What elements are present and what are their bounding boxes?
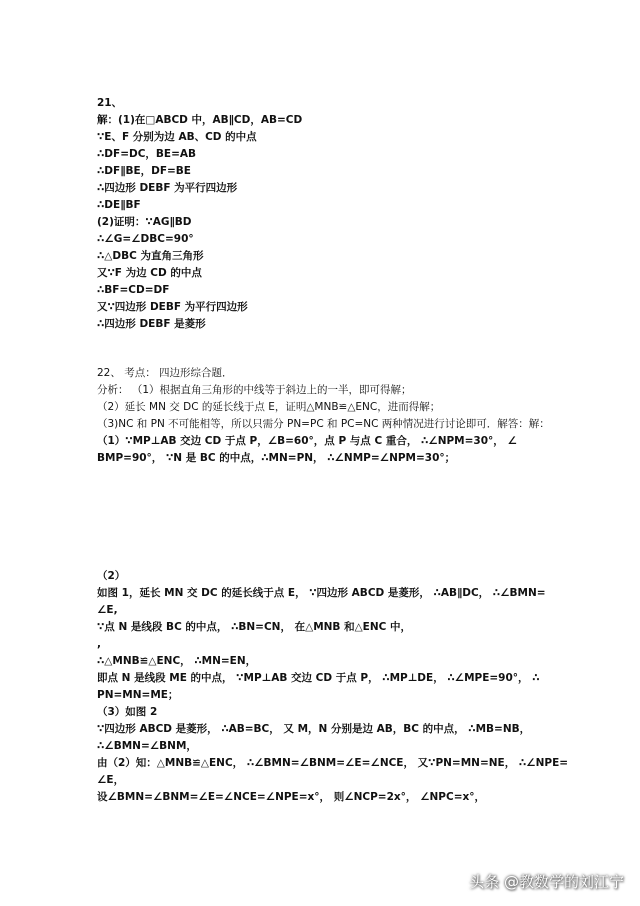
q22-part2-line-13: ∠E， (97, 774, 125, 786)
q22-part2-line-5: , (97, 638, 101, 650)
q21-line-10: 又∵F 为边 CD 的中点 (97, 267, 202, 279)
q22-part2-line-1: （2） (97, 570, 126, 582)
q22-part2-line-11: ∴∠BMN=∠BNM， (97, 740, 197, 752)
q22-part2-line-8: PN=MN=ME； (97, 689, 179, 701)
q21-line-9: ∴△DBC 为直角三角形 (97, 250, 204, 262)
q21-line-13: ∴四边形 DEBF 是菱形 (97, 318, 206, 330)
q22-analysis-3: （3)NC 和 PN 不可能相等，所以只需分 PN=PC 和 PC=NC 两种情况进行讨论即可．解答：解： (97, 418, 550, 430)
q21-line-3: ∴DF=DC，BE=AB (97, 148, 197, 160)
q22-part2-line-9: （3）如图 2 (97, 706, 158, 718)
q21-line-12: 又∵四边形 DEBF 为平行四边形 (97, 301, 248, 313)
q22-part2-line-7: 即点 N 是线段 ME 的中点， ∵MP⊥AB 交边 CD 于点 P， ∴MP⊥DE， ∴∠MPE=90°， ∴ (97, 672, 540, 684)
q22-analysis-5: BMP=90°， ∵N 是 BC 的中点，∴MN=PN， ∴∠NMP=∠NPM=30°； (97, 452, 456, 464)
watermark-text: 头条 @教数学的刘江宁 (469, 873, 624, 891)
q21-number: 21、 (97, 97, 123, 109)
q21-line-5: ∴四边形 DEBF 为平行四边形 (97, 182, 238, 194)
q22-part2-line-6: ∴△MNB≌△ENC， ∴MN=EN， (97, 655, 257, 667)
q22-analysis-4: （1）∵MP⊥AB 交边 CD 于点 P，∠B=60°，点 P 与点 C 重合， ∴∠NPM=30°， ∠ (97, 435, 517, 447)
q22-header: 22、 考点： 四边形综合题． (97, 367, 233, 379)
q22-part2-line-12: 由（2）知：△MNB≌△ENC， ∴∠BMN=∠BNM=∠E=∠NCE， 又∵PN=MN=NE， ∴∠NPE= (97, 757, 569, 769)
q21-line-4: ∴DF∥BE，DF=BE (97, 165, 191, 177)
q22-analysis-2: （2）延长 MN 交 DC 的延长线于点 E，证明△MNB≌△ENC，进而得解； (97, 401, 441, 413)
q21-line-2: ∵E、F 分别为边 AB、CD 的中点 (97, 131, 257, 143)
q21-line-11: ∴BF=CD=DF (97, 284, 170, 296)
q21-line-1: 解：(1)在□ABCD 中，AB∥CD，AB=CD (97, 114, 303, 126)
q21-line-7: (2)证明：∵AG∥BD (97, 216, 192, 228)
q22-part2-line-2: 如图 1，延长 MN 交 DC 的延长线于点 E， ∵四边形 ABCD 是菱形， ∴AB∥DC， ∴∠BMN= (97, 587, 546, 599)
q22-analysis-1: 分析： （1）根据直角三角形的中线等于斜边上的一半，即可得解； (97, 384, 412, 396)
q22-part2-line-3: ∠E, (97, 604, 118, 616)
q22-part2-line-4: ∵点 N 是线段 BC 的中点， ∴BN=CN， 在△MNB 和△ENC 中， (97, 621, 411, 633)
q21-line-8: ∴∠G=∠DBC=90° (97, 233, 194, 245)
q21-line-6: ∴DE∥BF (97, 199, 141, 211)
q22-part2-line-14: 设∠BMN=∠BNM=∠E=∠NCE=∠NPE=x°， 则∠NCP=2x°， ∠NPC=x°， (97, 791, 486, 803)
q22-part2-line-10: ∵四边形 ABCD 是菱形， ∴AB=BC， 又 M，N 分别是边 AB，BC 的中点， ∴MB=NB， (97, 723, 531, 735)
